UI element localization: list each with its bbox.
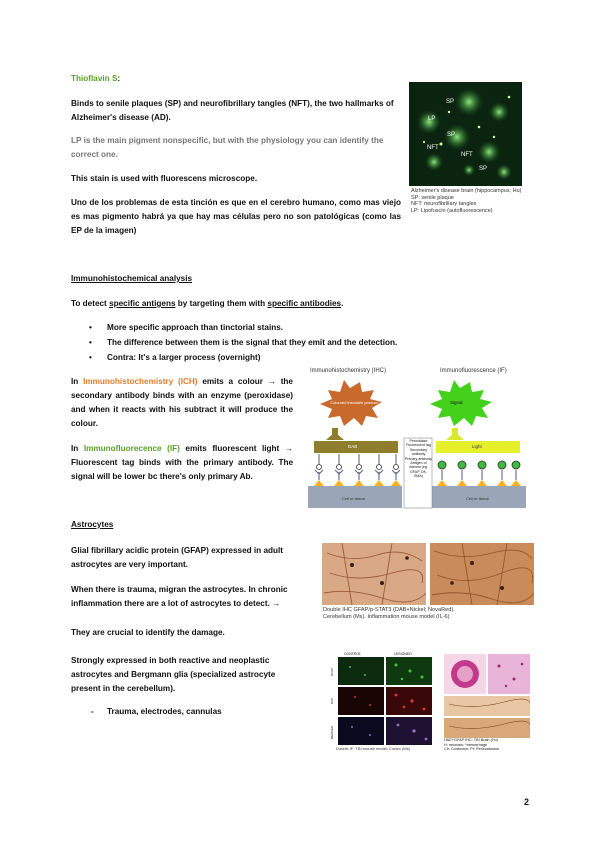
astro-para-2: When there is trauma, migran the astrocytes. In chronic inflammation there are a lot of astrocytes to detect. → [71, 585, 288, 608]
legend-item: Secondary antibody [409, 447, 428, 457]
caption-line: LP: Lipofuscin (autofluorescence) [411, 207, 493, 214]
diagram-ihc-title: Immunohistochemistry (IHC) [310, 368, 387, 374]
fig-label-lp: LP [428, 116, 436, 122]
fig-label-sp-2: SP [447, 132, 456, 138]
thioflavin-para-2: LP is the main pigment nonspecific, but with the physiology you can identify the correct one. [71, 136, 384, 159]
caption-line: SP: senile plaque [411, 194, 454, 201]
list-item: • More specific approach than tinctorial stains. [71, 320, 501, 335]
text: by targeting them with [175, 299, 268, 308]
thioflavin-para-3: This stain is used with fluorescens microscope. [71, 174, 258, 183]
section-title-astrocytes: Astrocytes [71, 520, 114, 529]
text: emits fluorescent light → Fluorescent tag binds with the primary antibody. The signal will be lower bc there's only primary Ab. [71, 444, 293, 481]
fig-label-nft-1: NFT [427, 145, 439, 151]
astro-fig2-caption: Double IF: TBI mouse model. Cortex (Ms) [336, 746, 410, 751]
text-if: Immunofluorecence (IF) [83, 444, 180, 453]
if-paragraph [71, 442, 293, 484]
astro-para-4: Strongly expressed in both reactive and neoplastic astrocytes and Bergmann glia (specialized astrocyte present in the cerebellum). [71, 656, 276, 693]
grid-row-gfap: GFAP [330, 668, 334, 677]
caption-line: Cerebellum (Ms). Inflammation mouse model (IL-6) [323, 614, 450, 620]
thioflavin-para-1: Binds to senile plaques (SP) and neurofibrillary tangles (NFT), the two hallmarks of Alzheimer's disease (AD). [71, 99, 394, 122]
ihc-if-diagram [304, 366, 530, 511]
astro-he-micrograph [444, 654, 530, 738]
page-number: 2 [524, 797, 530, 807]
fig-label-sp-1: SP [446, 99, 455, 105]
grid-row-merged: MERGED [330, 726, 334, 740]
legend-item: Fluorescent tag [406, 443, 431, 448]
astro-fig1-caption [323, 607, 533, 621]
diagram-dab: DAB [348, 444, 358, 449]
thioflavin-micrograph [409, 82, 522, 186]
grid-header-lesioned: LESIONED [394, 652, 412, 656]
ihc-paragraph [71, 375, 293, 431]
astro-dash-list [71, 704, 311, 719]
caption-line: H: necrosis; *hemorrhage [444, 742, 488, 747]
section-title-thioflavin [71, 72, 120, 86]
text: emits a colour → the secondary antibody binds with an enzyme (peroxidase) and when it reacts with his subtract it will produce the colour. [71, 377, 293, 428]
diagram-if-title: Immunofluorescence (IF) [440, 368, 507, 374]
diagram-cell-left: Cell or tissue [342, 496, 366, 501]
text: In [71, 377, 84, 386]
text-specific-antibodies: specific antibodies [267, 299, 342, 308]
diagram-light: Light [472, 444, 482, 449]
list-item: • Contra: It's a larger process (overnight) [71, 350, 501, 365]
diagram-if-signal: Signal [450, 400, 463, 405]
caption-line: Alzheimer's disease brain (hippocampus; Hu) [411, 188, 522, 194]
list-item: • The difference between them is the signal that they emit and the detection. [71, 335, 501, 350]
grid-row-dap: DAP [330, 698, 334, 705]
thioflavin-title: Thioflavin S [71, 74, 118, 83]
diagram-legend [405, 439, 432, 479]
list-item: - Trauma, electrodes, cannulas [71, 704, 311, 719]
caption-line: H&E+GFAP IHC: TBI Brain (Hu) [444, 738, 498, 742]
thioflavin-micrograph-image [409, 82, 522, 186]
title-colon: : [117, 74, 121, 83]
text: In [71, 444, 84, 453]
caption-line: NFT: neurofibrillary tangles [411, 201, 477, 207]
astro-ihc-micrograph [322, 543, 534, 605]
astro-if-grid [330, 652, 436, 752]
fig-label-nft-2: NFT [461, 152, 473, 158]
section-title-ihc: Immunohistochemical analysis [71, 274, 193, 283]
thioflavin-para-4: Uno de los problemas de esta tinción es que en el cerebro humano, como mas viejo es mas pigmento habrá ya que hay mas células pero no son patológicas (como las EP de la imagen) [71, 198, 401, 235]
astro-para-3: They are crucial to identify the damage. [71, 628, 225, 637]
caption-line: Cir: Contusion; Pr: Pericontusion [444, 747, 500, 752]
thioflavin-caption [411, 188, 531, 214]
text-specific-antigens: specific antigens [109, 299, 176, 308]
diagram-ihc-product: Coloured insoluble product [330, 400, 378, 405]
astro-he-image [444, 654, 530, 738]
astro-ihc-image [322, 543, 534, 605]
astro-if-grid-image [330, 657, 436, 747]
diagram-cell-right: Cell or tissue [466, 496, 490, 501]
astro-fig3-caption [444, 738, 534, 752]
text-ihc: Immunohistochemistry (ICH) [83, 377, 198, 386]
astro-para-1: Glial fibrillary acidic protein (GFAP) expressed in adult astrocytes are very important. [71, 546, 284, 569]
ihc-intro [71, 297, 471, 311]
fig-label-sp-3: SP [479, 166, 488, 172]
grid-header-control: CONTROL [344, 652, 362, 656]
text: To detect [71, 299, 110, 308]
ihc-bullet-list [71, 320, 501, 365]
legend-item: Primary antibody [405, 456, 432, 461]
legend-item: Antigen of interest (eg. GFAP, DK, SMA) [409, 461, 428, 479]
caption-line: Double IHC GFAP/p-STAT3 (DAB+Nickel; NovaRed). [323, 607, 455, 613]
text: . [341, 299, 344, 308]
legend-item: Peroxidase [409, 439, 428, 443]
